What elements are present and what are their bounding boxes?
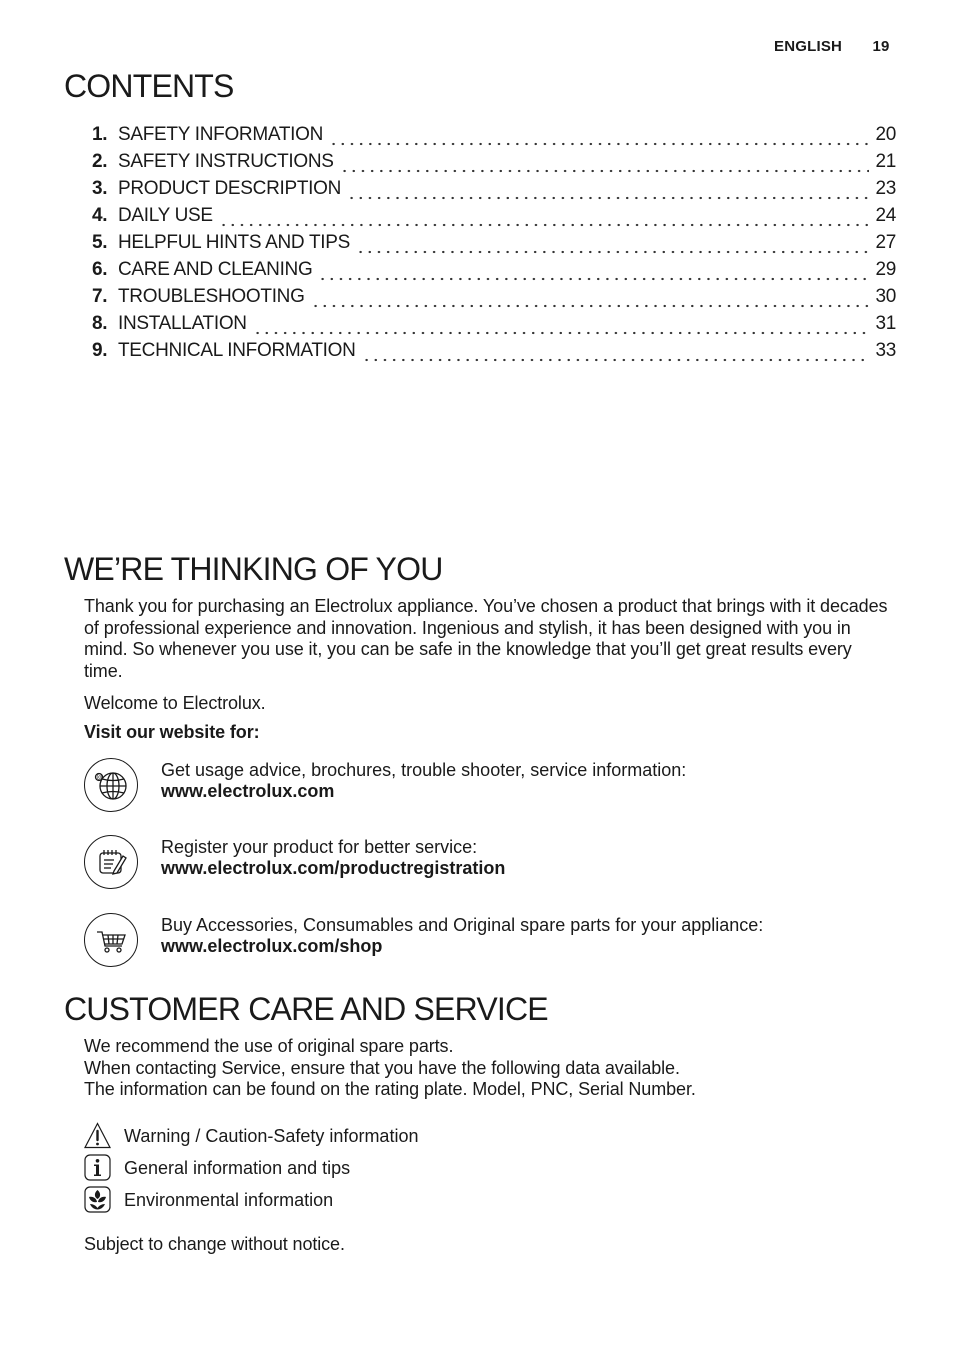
toc-label: SAFETY INFORMATION [118, 124, 324, 145]
environment-icon [84, 1186, 111, 1213]
care-line: The information can be found on the rating plate. Model, PNC, Serial Number. [84, 1079, 696, 1099]
toc-leader-dots [340, 159, 870, 173]
welcome-text: Welcome to Electrolux. [84, 693, 266, 713]
toc-leader-dots [347, 186, 869, 200]
toc-item-safety-information[interactable] [92, 124, 896, 151]
website-url[interactable]: www.electrolux.com/shop [161, 936, 383, 956]
website-url[interactable]: www.electrolux.com [161, 781, 335, 801]
link-description: Register your product for better service: [161, 837, 478, 857]
shopping-cart-icon [84, 913, 138, 967]
toc-label: HELPFUL HINTS AND TIPS [118, 232, 351, 253]
toc-page: 30 [875, 286, 896, 307]
toc-item-installation[interactable] [92, 313, 896, 340]
legend-text: Environmental information [124, 1190, 334, 1210]
toc-page: 23 [875, 178, 896, 199]
toc-number: 6. [92, 259, 108, 280]
toc-number: 3. [92, 178, 108, 199]
toc-item-safety-instructions[interactable] [92, 151, 896, 178]
toc-page: 21 [875, 151, 896, 172]
toc-item-troubleshooting[interactable] [92, 286, 896, 313]
toc-page: 33 [875, 340, 896, 361]
website-link-product-registration [84, 835, 894, 891]
svg-text:@: @ [96, 773, 104, 782]
globe-icon [84, 758, 138, 812]
toc-leader-dots [253, 321, 870, 335]
toc-item-technical-information[interactable] [92, 340, 896, 367]
info-icon [84, 1154, 111, 1181]
legend-text: General information and tips [124, 1158, 351, 1178]
toc-item-care-and-cleaning[interactable] [92, 259, 896, 286]
website-url[interactable]: www.electrolux.com/productregistration [161, 858, 506, 878]
toc-page: 27 [875, 232, 896, 253]
toc-item-helpful-hints[interactable] [92, 232, 896, 259]
page-header [774, 38, 890, 55]
toc-number: 9. [92, 340, 108, 361]
visit-website-label: Visit our website for: [84, 722, 260, 742]
toc-label: SAFETY INSTRUCTIONS [118, 151, 334, 172]
header-language: ENGLISH [774, 38, 843, 55]
toc-leader-dots [311, 294, 870, 308]
toc-leader-dots [362, 348, 870, 362]
customer-care-text [84, 1036, 894, 1101]
toc-leader-dots [329, 132, 869, 146]
warning-icon [84, 1122, 111, 1149]
toc-number: 2. [92, 151, 108, 172]
registration-icon [84, 835, 138, 889]
toc-leader-dots [318, 267, 869, 281]
toc-label: DAILY USE [118, 205, 213, 226]
toc-number: 8. [92, 313, 108, 334]
toc-page: 31 [875, 313, 896, 334]
toc-number: 7. [92, 286, 108, 307]
toc-label: CARE AND CLEANING [118, 259, 313, 280]
subject-to-change-note: Subject to change without notice. [84, 1234, 345, 1254]
toc-leader-dots [219, 213, 870, 227]
toc-page: 24 [875, 205, 896, 226]
page-number: 19 [872, 38, 890, 55]
table-of-contents [92, 124, 896, 367]
toc-item-product-description[interactable] [92, 178, 896, 205]
website-link-shop [84, 913, 894, 969]
toc-page: 29 [875, 259, 896, 280]
link-description: Get usage advice, brochures, trouble shooter, service information: [161, 760, 687, 780]
care-line: When contacting Service, ensure that you have the following data available. [84, 1057, 680, 1078]
toc-number: 4. [92, 205, 108, 226]
legend-text: Warning / Caution-Safety information [124, 1126, 419, 1146]
care-line: We recommend the use of original spare parts. [84, 1036, 454, 1056]
toc-label: PRODUCT DESCRIPTION [118, 178, 342, 199]
toc-number: 1. [92, 124, 108, 145]
toc-leader-dots [356, 240, 869, 254]
toc-number: 5. [92, 232, 108, 253]
toc-label: TECHNICAL INFORMATION [118, 340, 356, 361]
toc-label: TROUBLESHOOTING [118, 286, 305, 307]
thinking-of-you-title: WE’RE THINKING OF YOU [64, 551, 443, 587]
toc-label: INSTALLATION [118, 313, 247, 334]
toc-page: 20 [875, 124, 896, 145]
customer-care-title: CUSTOMER CARE AND SERVICE [64, 991, 548, 1027]
link-description: Buy Accessories, Consumables and Original spare parts for your appliance: [161, 915, 764, 935]
contents-title: CONTENTS [64, 68, 234, 104]
intro-paragraph: Thank you for purchasing an Electrolux appliance. You’ve chosen a product that brings with it decades of professional experience and innovation. Ingenious and stylish, it has been designed with you in mind. So whenever you use it, you can be safe in the knowledge that you’ll get great results every time. [84, 596, 888, 681]
toc-item-daily-use[interactable] [92, 205, 896, 232]
website-link-usage-advice [84, 758, 894, 814]
